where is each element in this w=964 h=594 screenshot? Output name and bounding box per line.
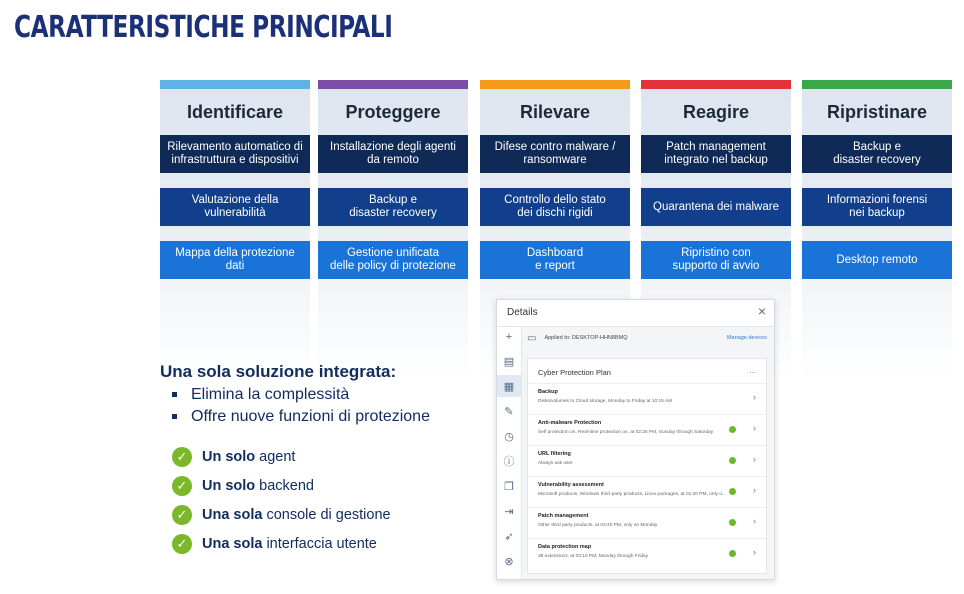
feature-cell: Ripristino con supporto di avvio — [641, 241, 791, 279]
feature-cell: Dashboard e report — [480, 241, 630, 279]
column-color-bar — [641, 80, 791, 89]
document-icon[interactable]: ▤ — [503, 356, 515, 368]
plus-icon[interactable]: + — [505, 331, 513, 343]
feature-cell: Difese contro malware / ransomware — [480, 135, 630, 173]
status-ok-icon — [729, 550, 736, 557]
bullet-list — [172, 384, 430, 428]
details-title: Details — [507, 307, 538, 318]
plan-item-description: Other third party products, at 03:40 PM, only on Monday — [538, 523, 658, 528]
details-panel — [496, 299, 775, 580]
plan-item[interactable] — [528, 507, 766, 539]
copy-icon[interactable]: ❐ — [504, 481, 514, 493]
feature-cell: Informazioni forensi nei backup — [802, 188, 952, 226]
plan-item-name: Anti-malware Protection — [538, 420, 602, 426]
plan-item-name: Vulnerability assessment — [538, 482, 604, 488]
feature-cell: Quarantena dei malware — [641, 188, 791, 226]
plan-item-name: Patch management — [538, 513, 589, 519]
bullet-item: Elimina la complessità — [172, 384, 430, 406]
chevron-right-icon[interactable]: › — [753, 485, 756, 495]
close-icon[interactable]: × — [757, 303, 766, 319]
plan-item-name: Backup — [538, 389, 558, 395]
check-icon: ✓ — [172, 476, 192, 496]
chevron-right-icon[interactable]: › — [753, 392, 756, 402]
feature-cell: Gestione unificata delle policy di protezione — [318, 241, 468, 279]
check-item: ✓ Una sola interfaccia utente — [172, 529, 391, 558]
column-identificare — [160, 80, 310, 380]
cancel-icon[interactable]: ⊗ — [504, 556, 514, 568]
column-header: Identificare — [186, 102, 284, 122]
plan-item[interactable] — [528, 414, 766, 446]
check-icon: ✓ — [172, 447, 192, 467]
column-color-bar — [802, 80, 952, 89]
plan-item[interactable] — [528, 383, 766, 415]
status-ok-icon — [729, 426, 736, 433]
feature-cell: Patch management integrato nel backup — [641, 135, 791, 173]
export-icon[interactable]: ⇥ — [504, 506, 514, 518]
chevron-right-icon[interactable]: › — [753, 423, 756, 433]
feature-cell: Backup e disaster recovery — [318, 188, 468, 226]
bullet-square-icon — [172, 414, 177, 419]
status-ok-icon — [729, 519, 736, 526]
check-item: ✓ Un solo agent — [172, 442, 391, 471]
plan-card — [527, 358, 767, 574]
details-sidebar — [497, 327, 522, 579]
plan-item[interactable] — [528, 538, 766, 570]
chevron-right-icon[interactable]: › — [753, 516, 756, 526]
plan-name: Cyber Protection Plan — [538, 368, 611, 377]
column-header: Proteggere — [345, 102, 441, 122]
feature-cell: Desktop remoto — [802, 241, 952, 279]
feature-cell: Installazione degli agenti da remoto — [318, 135, 468, 173]
column-header: Ripristinare — [826, 102, 928, 122]
page-title: CARATTERISTICHE PRINCIPALI — [14, 10, 393, 45]
edit-icon[interactable]: ✎ — [504, 406, 514, 418]
chevron-right-icon[interactable]: › — [753, 547, 756, 557]
plan-item[interactable] — [528, 476, 766, 508]
plan-item-description: Self protection on, Real-time protection on, at 02:25 PM, Sunday through Saturday — [538, 430, 714, 435]
column-header: Rilevare — [519, 102, 591, 122]
clock-icon[interactable]: ◷ — [504, 431, 514, 443]
plan-item-description: Microsoft products, Windows third-party products, Linux packages, at 01:20 PM, only o... — [538, 492, 726, 497]
details-header — [497, 300, 774, 327]
feature-cell: Backup e disaster recovery — [802, 135, 952, 173]
status-ok-icon — [729, 488, 736, 495]
plan-item-name: URL filtering — [538, 451, 571, 457]
column-header: Reagire — [682, 102, 750, 122]
feature-cell: Valutazione della vulnerabilità — [160, 188, 310, 226]
status-ok-icon — [729, 457, 736, 464]
feature-cell: Mappa della protezione dati — [160, 241, 310, 279]
check-icon: ✓ — [172, 534, 192, 554]
plan-item-name: Data protection map — [538, 544, 592, 550]
chevron-right-icon[interactable]: › — [753, 454, 756, 464]
check-item: ✓ Un solo backend — [172, 471, 391, 500]
column-color-bar — [318, 80, 468, 89]
applied-to-row — [527, 330, 767, 346]
column-proteggere — [318, 80, 468, 380]
rocket-icon[interactable]: ➶ — [504, 531, 514, 543]
bullet-item: Offre nuove funzioni di protezione — [172, 406, 430, 428]
manage-devices-link[interactable]: Manage devices — [726, 335, 767, 341]
column-color-bar — [160, 80, 310, 89]
info-icon[interactable]: ⓘ — [503, 456, 515, 468]
plan-icon[interactable]: ▦ — [503, 381, 515, 393]
monitor-icon: ▭ — [527, 332, 537, 344]
column-color-bar — [480, 80, 630, 89]
plan-item-description: Disks/volumes to Cloud storage, Monday to Friday at 10:15 AM — [538, 399, 673, 404]
plan-more-button[interactable]: ... — [749, 366, 756, 375]
plan-item-description: 38 extensions, at 03:10 PM, Monday through Friday — [538, 554, 649, 559]
feature-cell: Controllo dello stato dei dischi rigidi — [480, 188, 630, 226]
plan-item[interactable] — [528, 445, 766, 477]
subtitle: Una sola soluzione integrata: — [160, 362, 397, 381]
bullet-square-icon — [172, 392, 177, 397]
feature-cell: Rilevamento automatico di infrastruttura e dispositivi — [160, 135, 310, 173]
check-item: ✓ Una sola console di gestione — [172, 500, 391, 529]
column-ripristinare — [802, 80, 952, 380]
check-icon: ✓ — [172, 505, 192, 525]
applied-to-label: Applied to: DESKTOP-HHN8BMQ — [544, 335, 628, 341]
check-list — [172, 442, 391, 558]
plan-item-description: Always ask user — [538, 461, 573, 466]
